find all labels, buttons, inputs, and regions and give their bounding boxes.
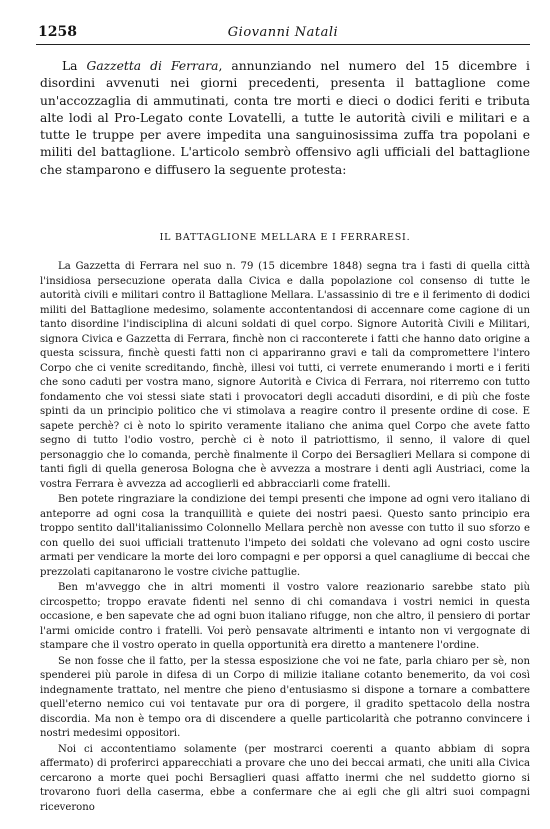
protest-paragraph: Se non fosse che il fatto, per la stessa esposizione che voi ne fate, parla chiaro per sè, non spenderei più parole in difesa di un Corpo di milizie italiane cotanto benemerito, da voi così indegnamente trattato, nel mentre che pieno d'entusiasmo si dispone a tornare a combattere quell'eterno nemico cui voi tentavate pur ora di porgere, il gradito spettacolo della nostra discordia. Ma non è tempo ora di discendere a quelle particolarità che potranno convincere i nostri medesimi oppositori. — [40, 655, 530, 739]
protest-paragraph: Ben potete ringraziare la condizione dei tempi presenti che impone ad ogni vero italiano di anteporre ad ogni cosa la tranquillità e quiete dei nostri paesi. Questo santo principio era troppo sentito dall'italianissimo Colonnello Mellara perchè non avesse con tutto il suo sforzo e con quello dei suoi ufficiali trattenuto l'impeto dei soldati che volevano ad ogni costo uscire armati per vendicare la morte dei loro compagni e per opporsi a quel canagliume di beccai che prezzolati capitanarono le vostre civiche pattuglie. — [40, 494, 530, 578]
page-number: 1258 — [38, 24, 77, 40]
protest-body — [40, 260, 530, 816]
running-title: Giovanni Natali — [227, 25, 339, 40]
intro-lead: La — [62, 59, 87, 73]
protest-paragraph: Ben m'avveggo che in altri momenti il vostro valore reazionario sarebbe stato più circospetto; troppo eravate fidenti nel senno di chi comandava i vostri nemici in questa occasione, e ben sapevate che ad ogni buon italiano rifugge, non che altro, il pensiero di portar l'armi omicide contro i fratelli. Voi però pensavate altrimenti e intanto non vi vergognate di stampare che il vostro operato in quella opportunità era diretto a mantenere l'ordine. — [40, 582, 530, 651]
running-header — [36, 24, 530, 45]
journal-name: Gazzetta di Ferrara — [86, 59, 219, 73]
protest-paragraph: La Gazzetta di Ferrara nel suo n. 79 (15 dicembre 1848) segna tra i fasti di quella città l'insidiosa persecuzione operata dalla Civica e dalla popolazione col consenso di tutte le autorità civili e militari contro il Battaglione Mellara. L'assassinio di tre e il ferimento di dodici militi del Battaglione medesimo, solamente accontentandosi di accennare come cagione di un tanto disordine l'indisciplina di alcuni soldati di quel corpo. Signore Autorità Civili e Militari, signora Civica e Gazzetta di Ferrara, finchè non ci racconterete i fatti che hanno dato origine a questa scissura, finchè questi fatti non ci appariranno gravi e tali da compromettere l'intero Corpo che ci venite screditando, finchè, illesi voi tutti, ci verrete enumerando i morti e i feriti che sono caduti per vostra mano, signore Autorità e Civica di Ferrara, noi riterremo con tutto fondamento che voi stessi siate stati i provocatori degli accaduti disordini, e di più che foste spinti da un principio politico che vi stimolava a reagire contro il presente ordine di cose. E sapete perchè? ci è noto lo spirito veramente italiano che anima quel Corpo che avete fatto segno di tutto l'odio vostro, perchè ci è noto il patriottismo, il senno, il valore di quel personaggio che lo comanda, perchè finalmente il Corpo dei Bersaglieri Mellara si compone di tanti figli di quella generosa Bologna che è avvezza a mostrare i denti agli Austriaci, come la vostra Ferrara è avvezza ad accoglierli ed abbracciarli come fratelli. — [40, 261, 530, 490]
intro-paragraph — [40, 58, 530, 179]
intro-text: , annunziando nel numero del 15 dicembre i disordini avvenuti nei giorni precedenti, presenta il battaglione come un'accozzaglia di ammutinati, conta tre morti e dieci o dodici feriti e tributa alte lodi al Pro-Legato conte Lovatelli, a tutte le autorità civili e militari e a tutte le truppe per avere impedita una sanguinosissima zuffa tra popolani e militi del battaglione. L'articolo sembrò offensivo agli ufficiali del battaglione che stamparono e diffusero la seguente protesta: — [40, 59, 530, 177]
protest-title: IL BATTAGLIONE MELLARA E I FERRARESI. — [159, 232, 411, 243]
protest-paragraph: Noi ci accontentiamo solamente (per mostrarci coerenti a quanto abbiam di sopra affermato) di proferirci apparecchiati a provare che uno dei beccai armati, che uniti alla Civica cercarono a morte quei pochi Bersaglieri quasi affatto inermi che nel suddetto giorno si trovarono fuori della caserma, ebbe a confermare che ai egli che gli altri suoi compagni riceverono — [40, 743, 530, 813]
